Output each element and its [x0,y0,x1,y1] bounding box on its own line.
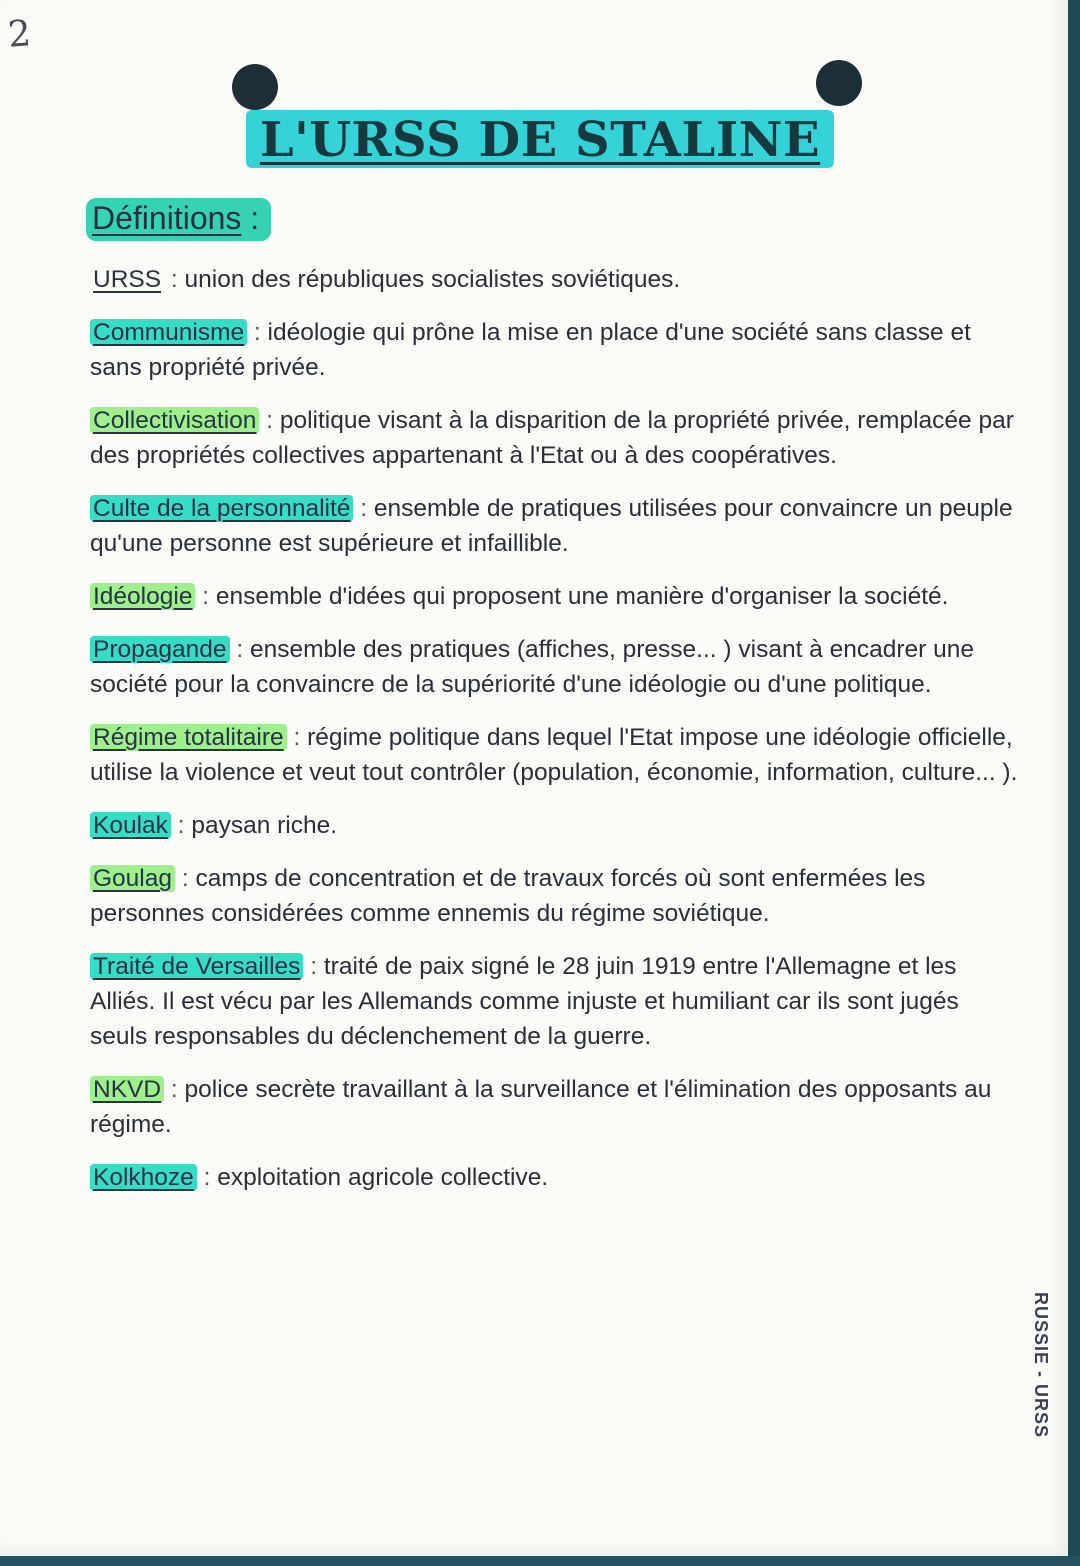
definition-term: Traité de Versailles [90,953,303,980]
definition-text: ensemble des pratiques (affiches, presse... ) visant à encadrer une société pour la convaincre de la supériorité d'une idéologie ou d'une politique. [90,636,974,698]
definition-item [90,262,1020,297]
section-heading-label: Définitions [92,200,242,236]
definition-term: Propagande [90,636,230,663]
definition-term: Collectivisation [90,407,259,434]
definition-separator: : [259,407,280,434]
side-tab [1030,1292,1058,1452]
definition-separator: : [195,583,216,610]
definition-separator: : [170,812,192,839]
definition-term: Régime totalitaire [90,724,287,751]
definition-text: camps de concentration et de travaux forcés où sont enfermées les personnes considérées comme ennemis du régime soviétique. [90,865,926,927]
definition-text: politique visant à la disparition de la propriété privée, remplacée par des propriétés collectives appartenant à l'Etat ou à des coopératives. [90,407,1014,469]
definition-item [90,720,1020,790]
section-heading [86,198,271,241]
definition-term: NKVD [90,1076,164,1103]
background-edge [0,1556,1080,1566]
definition-term: Kolkhoze [90,1164,197,1191]
definition-separator: : [353,495,374,522]
page-number: 2 [6,13,33,56]
definition-term: Culte de la personnalité [90,495,353,522]
definition-text: police secrète travaillant à la surveillance et l'élimination des opposants au régime. [90,1076,992,1138]
title-container [0,110,1080,168]
definition-separator: : [196,1164,218,1191]
definition-text: traité de paix signé le 28 juin 1919 entre l'Allemagne et les Alliés. Il est vécu par les Allemands comme injuste et humiliant car ils sont jugés seuls responsables du déclenchement de la guerre. [90,953,959,1050]
definition-term: Communisme [90,319,247,346]
definition-separator: : [247,319,268,346]
definition-separator: : [164,266,185,293]
definition-item [90,403,1020,473]
definition-separator: : [175,865,196,892]
definition-term: Idéologie [90,583,195,610]
definition-text: ensemble d'idées qui proposent une manière d'organiser la société. [215,583,949,610]
definition-separator: : [303,953,324,980]
definition-text: paysan riche. [191,812,338,839]
definition-term: URSS [93,266,162,293]
definition-separator: : [164,1076,185,1103]
definition-text: union des républiques socialistes soviétiques. [184,266,681,293]
definition-separator: : [286,724,308,751]
definition-item [90,632,1020,702]
definition-item [90,579,1020,614]
section-heading-suffix: : [241,200,260,236]
definition-text: exploitation agricole collective. [217,1164,549,1191]
definition-item [90,861,1020,931]
definition-item [90,808,1020,843]
definition-term: Goulag [90,865,175,892]
definition-item [90,1072,1020,1142]
definition-item [90,491,1020,561]
definition-text: idéologie qui prône la mise en place d'une société sans classe et sans propriété privée. [90,319,971,381]
definition-text: ensemble de pratiques utilisées pour convaincre un peuple qu'une personne est supérieure et infaillible. [90,495,1013,557]
definition-item [90,1160,1020,1195]
definition-term: Koulak [90,812,171,839]
side-tab-label: RUSSIE - URSS [1031,1292,1051,1439]
binder-hole-right [816,60,862,106]
definition-item [90,949,1020,1054]
binder-hole-left [232,64,278,110]
page-title: L'URSS DE STALINE [246,110,834,168]
definition-separator: : [229,636,250,663]
definition-item [90,315,1020,385]
definition-text: régime politique dans lequel l'Etat impose une idéologie officielle, utilise la violence et veut tout contrôler (population, économie, information, culture... ). [90,724,1018,786]
definitions-list [90,262,1020,1213]
